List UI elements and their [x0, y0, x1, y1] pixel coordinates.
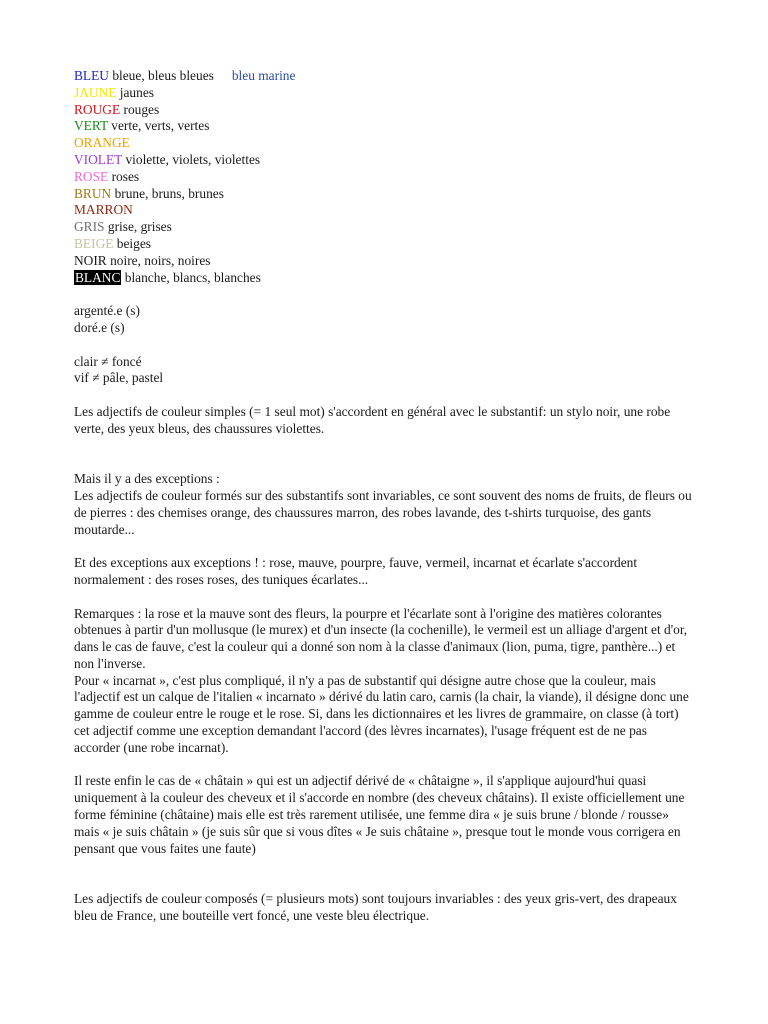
paragraph-exceptions-intro: Mais il y a des exceptions :: [74, 471, 220, 487]
color-word: MARRON: [74, 202, 133, 218]
color-forms: roses: [111, 168, 140, 184]
color-forms: bleue, bleus bleues: [112, 68, 214, 83]
color-word: GRIS: [74, 219, 105, 235]
color-row-violet: [74, 152, 694, 169]
paragraph-exceptions-to-exceptions: Et des exceptions aux exceptions ! : rose, mauve, pourpre, fauve, vermeil, incarnat et écarlate s'accordent normalement : des roses roses, des tuniques écarlates...: [74, 555, 638, 587]
color-row-rouge: [74, 102, 694, 119]
spacer: [74, 757, 694, 774]
color-word: JAUNE: [74, 84, 117, 100]
spacer: [74, 589, 694, 606]
spacer: [74, 337, 694, 354]
color-row-vert: [74, 118, 694, 135]
document-page: [74, 68, 694, 925]
color-forms: grise, grises: [107, 219, 172, 235]
paragraph-exceptions: Les adjectifs de couleur formés sur des substantifs sont invariables, ce sont souvent des noms de fruits, de fleurs ou de pierres : des chemises orange, des chaussures marron, des robes lavande, des t-shirts turquoise, des gants moutarde...: [74, 487, 692, 537]
spacer: [74, 286, 694, 303]
color-word: BLEU: [74, 68, 109, 83]
color-forms: violette, violets, violettes: [125, 151, 261, 167]
color-row-jaune: [74, 85, 694, 102]
color-forms: rouges: [123, 101, 160, 117]
color-word: ROUGE: [74, 101, 121, 117]
spacer: [74, 874, 694, 891]
color-extra: bleu marine: [231, 68, 296, 83]
color-word: ROSE: [74, 168, 109, 184]
color-forms: noire, noirs, noires: [110, 252, 211, 268]
spacer: [74, 454, 694, 471]
opposite-line: vif ≠ pâle, pastel: [74, 370, 164, 386]
color-row-gris: [74, 219, 694, 236]
color-forms: verte, verts, vertes: [111, 118, 210, 134]
color-row-bleu: [74, 68, 694, 85]
paragraph-compound: Les adjectifs de couleur composés (= plusieurs mots) sont toujours invariables : des yeux gris-vert, des drapeaux bleu de France, une bouteille vert foncé, une veste bleu électrique.: [74, 891, 677, 923]
color-forms: beiges: [116, 235, 151, 251]
paragraph-remarks: Remarques : la rose et la mauve sont des fleurs, la pourpre et l'écarlate sont à l'origine des matières colorantes obtenues à partir d'un mollusque (le murex) et d'un insecte (la cochenille), le vermeil est un alliage d'argent et d'or, dans le cas de fauve, c'est la couleur qui a donné son nom à la classe d'animaux (lion, puma, tigre, panthère...) et non l'inverse.: [74, 605, 688, 671]
color-row-blanc: [74, 270, 694, 287]
paragraph-incarnat: Pour « incarnat », c'est plus compliqué, il n'y a pas de substantif qui désigne autre chose que la couleur, mais l'adjectif est un calque de l'italien « incarnato » dérivé du latin caro, carnis (la chair, la viande), il désigne donc une gamme de couleur entre le rouge et le rose. Si, dans les dictionnaires et les livres de grammaire, on classe (à tort) cet adjectif comme une exception demandant l'accord (des lèvres incarnates), l'usage fréquent est de ne pas accorder (une robe incarnat).: [74, 672, 689, 755]
color-forms: brune, bruns, brunes: [114, 185, 224, 201]
color-word: ORANGE: [74, 135, 130, 151]
color-row-orange: [74, 135, 694, 152]
spacer: [74, 438, 694, 455]
color-word: NOIR: [74, 252, 107, 268]
color-word: BRUN: [74, 185, 112, 201]
spacer: [74, 387, 694, 404]
spacer: [74, 857, 694, 874]
metallic-line: argenté.e (s): [74, 303, 140, 319]
color-row-beige: [74, 236, 694, 253]
color-row-rose: [74, 169, 694, 186]
metallic-line: doré.e (s): [74, 319, 125, 335]
color-word: BEIGE: [74, 235, 114, 251]
color-forms: jaunes: [119, 84, 154, 100]
paragraph-chatain: Il reste enfin le cas de « châtain » qui est un adjectif dérivé de « châtaigne », il s'applique aujourd'hui quasi uniquement à la couleur des cheveux et il s'accorde en nombre (des cheveux châtains). Il existe officiellement une forme féminine (châtaine) mais elle est très rarement utilisée, une femme dira « je suis brune / blonde / rousse» mais « je suis châtain » (je suis sûr que si vous dîtes « Je suis châtaine », presque tout le monde vous corrigera en pensant que vous faites une faute): [74, 773, 685, 856]
color-word: VIOLET: [74, 151, 123, 167]
color-row-marron: [74, 202, 694, 219]
color-row-brun: [74, 186, 694, 203]
color-list: [74, 68, 694, 286]
color-row-noir: [74, 253, 694, 270]
color-word: BLANC: [75, 269, 121, 285]
spacer: [74, 538, 694, 555]
paragraph-simple-agreement: Les adjectifs de couleur simples (= 1 seul mot) s'accordent en général avec le substantif: un stylo noir, une robe verte, des yeux bleus, des chaussures violettes.: [74, 403, 671, 436]
opposite-line: clair ≠ foncé: [74, 353, 142, 369]
color-forms: blanche, blancs, blanches: [124, 269, 261, 285]
color-word: VERT: [74, 118, 108, 134]
